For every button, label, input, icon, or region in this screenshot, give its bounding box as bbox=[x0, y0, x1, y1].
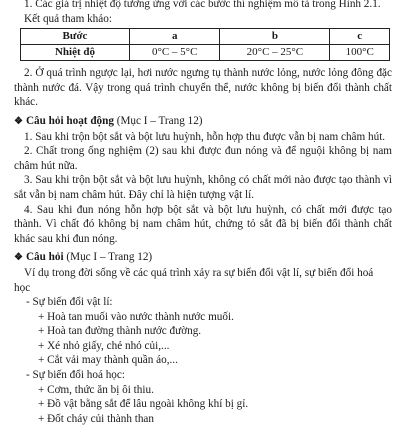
activity-answer-3: 3. Sau khi trộn bột sắt và bột lưu huỳnh, không có chất mới nào được tạo thành vì sắt vẫn bị nam châm hút. Đây chỉ là hiện tượng vật lí. bbox=[14, 174, 392, 201]
list-item: + Đốt cháy củi thành than bbox=[38, 412, 154, 425]
activity-answer-1: 1. Sau khi trộn bột sắt và bột lưu huỳnh, hỗn hợp thu được vẫn bị nam châm hút. bbox=[24, 130, 386, 143]
question-section-title: Câu hỏi bbox=[25, 251, 64, 264]
activity-section-title: Câu hỏi hoạt động bbox=[25, 114, 114, 127]
table-cell: b bbox=[220, 29, 330, 45]
activity-answer-2: 2. Chất trong ống nghiệm (2) sau khi được đun nóng và để nguội không bị nam châm hút nữa. bbox=[14, 145, 392, 172]
list-item: + Hoà tan đường thành nước đường. bbox=[38, 325, 202, 338]
diamond-bullet-icon: ❖ bbox=[14, 115, 23, 127]
question-section-ref: (Mục I – Trang 12) bbox=[66, 251, 153, 264]
activity-section-heading bbox=[14, 114, 392, 130]
list-item: + Hoà tan muối vào nước thành nước muối. bbox=[38, 310, 234, 323]
table-cell: Nhiệt độ bbox=[21, 45, 130, 61]
table-cell: 20°C – 25°C bbox=[220, 45, 330, 61]
list-item: + Cắt vải may thành quần áo,... bbox=[38, 354, 178, 367]
diamond-bullet-icon: ❖ bbox=[14, 252, 23, 264]
question-intro: Ví dụ trong đời sống về các quá trình xảy ra sự biến đổi vật lí, sự biến đổi hoá học bbox=[14, 266, 374, 294]
question-2-answer: 2. Ở quá trình ngược lại, hơi nước ngưng tụ thành nước lỏng, nước lỏng đông đặc thành nước đá. Vậy trong quá trình chuyển thể, nước không bị biến đổi thành chất khác. bbox=[14, 67, 392, 109]
table-cell: a bbox=[130, 29, 220, 45]
question-1-line-2: Kết quả tham khảo: bbox=[24, 12, 112, 25]
list-item: + Cơm, thức ăn bị ôi thiu. bbox=[38, 383, 154, 396]
table-cell: Bước bbox=[21, 29, 130, 45]
activity-answer-4: 4. Sau khi đun nóng hỗn hợp bột sắt và bột lưu huỳnh, có chất mới được tạo thành. Vì chất đó không bị nam châm hút, chứng tỏ sắt đã bị biến đổi thành chất khác sau khi đun nóng. bbox=[14, 203, 392, 245]
list-item: + Đồ vật bằng sắt để lâu ngoài không khí bị gỉ. bbox=[38, 398, 249, 411]
question-1-line-1: 1. Các giá trị nhiệt độ tương ứng với các bước thí nghiệm mô tả trong Hình 2.1. bbox=[24, 0, 381, 10]
question-section-heading bbox=[14, 250, 392, 266]
result-table bbox=[20, 28, 390, 61]
physical-change-title: - Sự biến đổi vật lí: bbox=[26, 296, 113, 309]
table-row bbox=[21, 45, 390, 61]
table-header-row bbox=[21, 29, 390, 45]
table-cell: 0°C – 5°C bbox=[130, 45, 220, 61]
list-item: + Xé nhỏ giấy, chẻ nhỏ củi,... bbox=[38, 339, 170, 352]
table-cell: c bbox=[330, 29, 390, 45]
activity-section-ref: (Mục I – Trang 12) bbox=[116, 114, 203, 127]
table-cell: 100°C bbox=[330, 45, 390, 61]
chemical-change-title: - Sự biến đổi hoá học: bbox=[26, 369, 125, 382]
